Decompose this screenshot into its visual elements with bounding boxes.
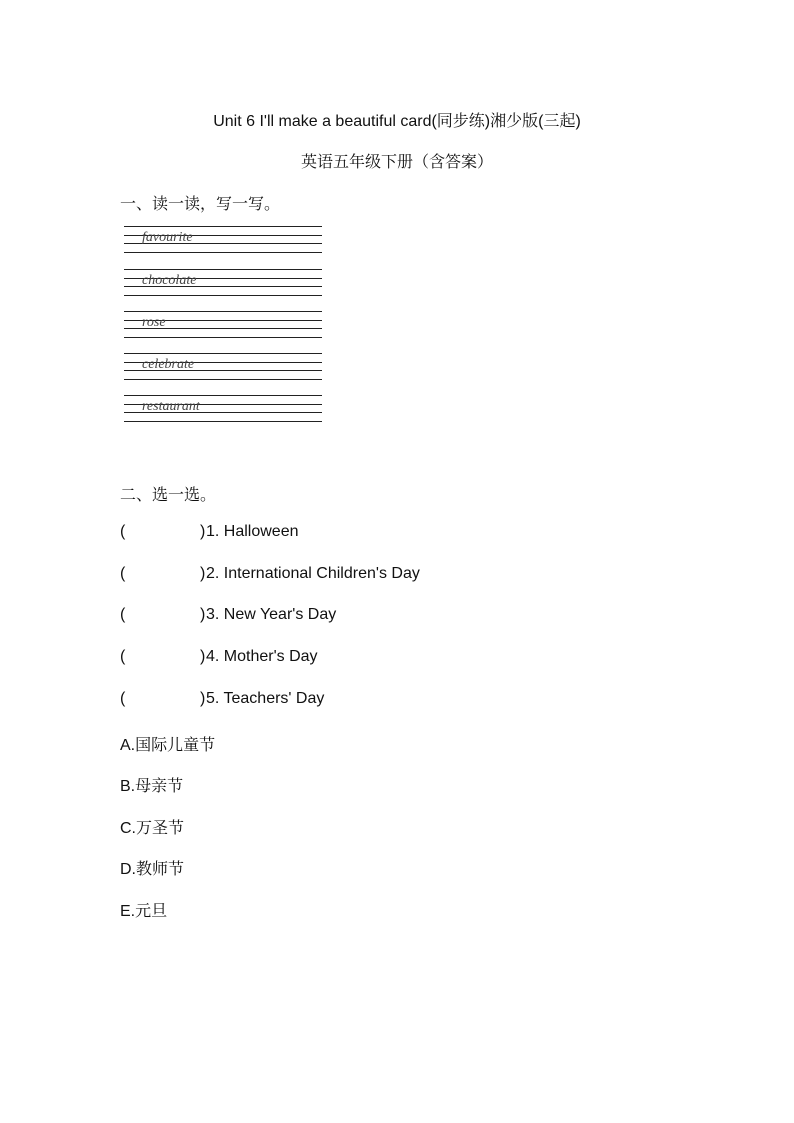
word-chocolate: chocolate bbox=[142, 273, 197, 288]
writing-line-set bbox=[124, 395, 322, 421]
writing-line-set bbox=[124, 269, 322, 295]
option-d: D.教师节 bbox=[120, 861, 185, 878]
answer-blank-open[interactable]: ( bbox=[120, 648, 126, 665]
writing-line-set bbox=[124, 353, 322, 379]
question-text: 2. International Children's Day bbox=[206, 565, 420, 582]
word-favourite: favourite bbox=[142, 230, 193, 245]
word-celebrate: celebrate bbox=[142, 357, 195, 372]
document-title: Unit 6 I'll make a beautiful card(同步练)湘少版(三起) bbox=[213, 113, 581, 130]
question-text: 5. Teachers' Day bbox=[206, 690, 325, 707]
section1-heading: 一、读一读，写一写。 bbox=[120, 196, 281, 213]
writing-line-set bbox=[124, 311, 322, 337]
option-b: B.母亲节 bbox=[120, 778, 184, 795]
option-e: E.元旦 bbox=[120, 903, 168, 920]
option-a: A.国际儿童节 bbox=[120, 737, 216, 754]
answer-blank-open[interactable]: ( bbox=[120, 523, 126, 540]
answer-blank-close: ) bbox=[200, 648, 206, 665]
question-text: 1. Halloween bbox=[206, 523, 299, 540]
answer-blank-close: ) bbox=[200, 565, 206, 582]
word-restaurant: restaurant bbox=[142, 399, 200, 414]
word-rose: rose bbox=[142, 315, 166, 330]
answer-blank-open[interactable]: ( bbox=[120, 606, 126, 623]
question-text: 3. New Year's Day bbox=[206, 606, 337, 623]
writing-line-set bbox=[124, 226, 322, 252]
question-text: 4. Mother's Day bbox=[206, 648, 318, 665]
answer-blank-open[interactable]: ( bbox=[120, 565, 126, 582]
answer-blank-close: ) bbox=[200, 606, 206, 623]
section2-heading: 二、选一选。 bbox=[120, 487, 217, 504]
answer-blank-close: ) bbox=[200, 690, 206, 707]
document-subtitle: 英语五年级下册（含答案） bbox=[300, 154, 493, 171]
answer-blank-close: ) bbox=[200, 523, 206, 540]
option-c: C.万圣节 bbox=[120, 820, 185, 837]
answer-blank-open[interactable]: ( bbox=[120, 690, 126, 707]
